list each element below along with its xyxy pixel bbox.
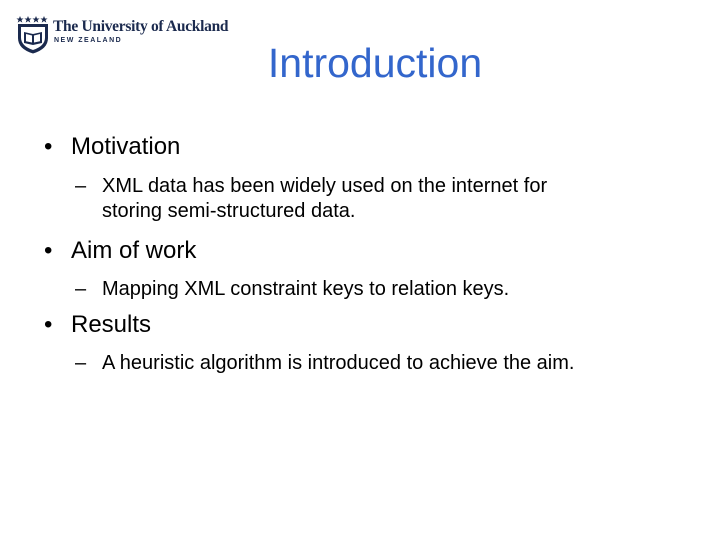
sub-bullet-marker: – [75, 175, 87, 197]
bullet-text: Motivation [71, 133, 181, 160]
bullet-marker: • [44, 311, 53, 338]
sub-bullet-line: Mapping XML constraint keys to relation keys. [102, 278, 510, 300]
sub-bullet-motivation [75, 174, 547, 224]
bullet-item-motivation [44, 133, 180, 161]
sub-bullet-line: storing semi-structured data. [102, 200, 356, 222]
bullet-item-results [44, 311, 151, 339]
sub-bullet-results [75, 351, 574, 376]
sub-bullet-line: XML data has been widely used on the internet for [102, 175, 548, 197]
university-country: NEW ZEALAND [54, 37, 123, 44]
bullet-text: Aim of work [71, 237, 197, 264]
bullet-item-aim-of-work [44, 237, 196, 265]
sub-bullet-aim-of-work [75, 277, 509, 302]
sub-bullet-marker: – [75, 278, 87, 300]
bullet-marker: • [44, 237, 53, 264]
bullet-marker: • [44, 133, 53, 160]
bullet-text: Results [71, 311, 152, 338]
university-name: The University of Auckland [53, 18, 229, 35]
sub-bullet-line: A heuristic algorithm is introduced to achieve the aim. [102, 352, 575, 374]
sub-bullet-marker: – [75, 352, 87, 374]
slide-title: Introduction [267, 40, 483, 86]
